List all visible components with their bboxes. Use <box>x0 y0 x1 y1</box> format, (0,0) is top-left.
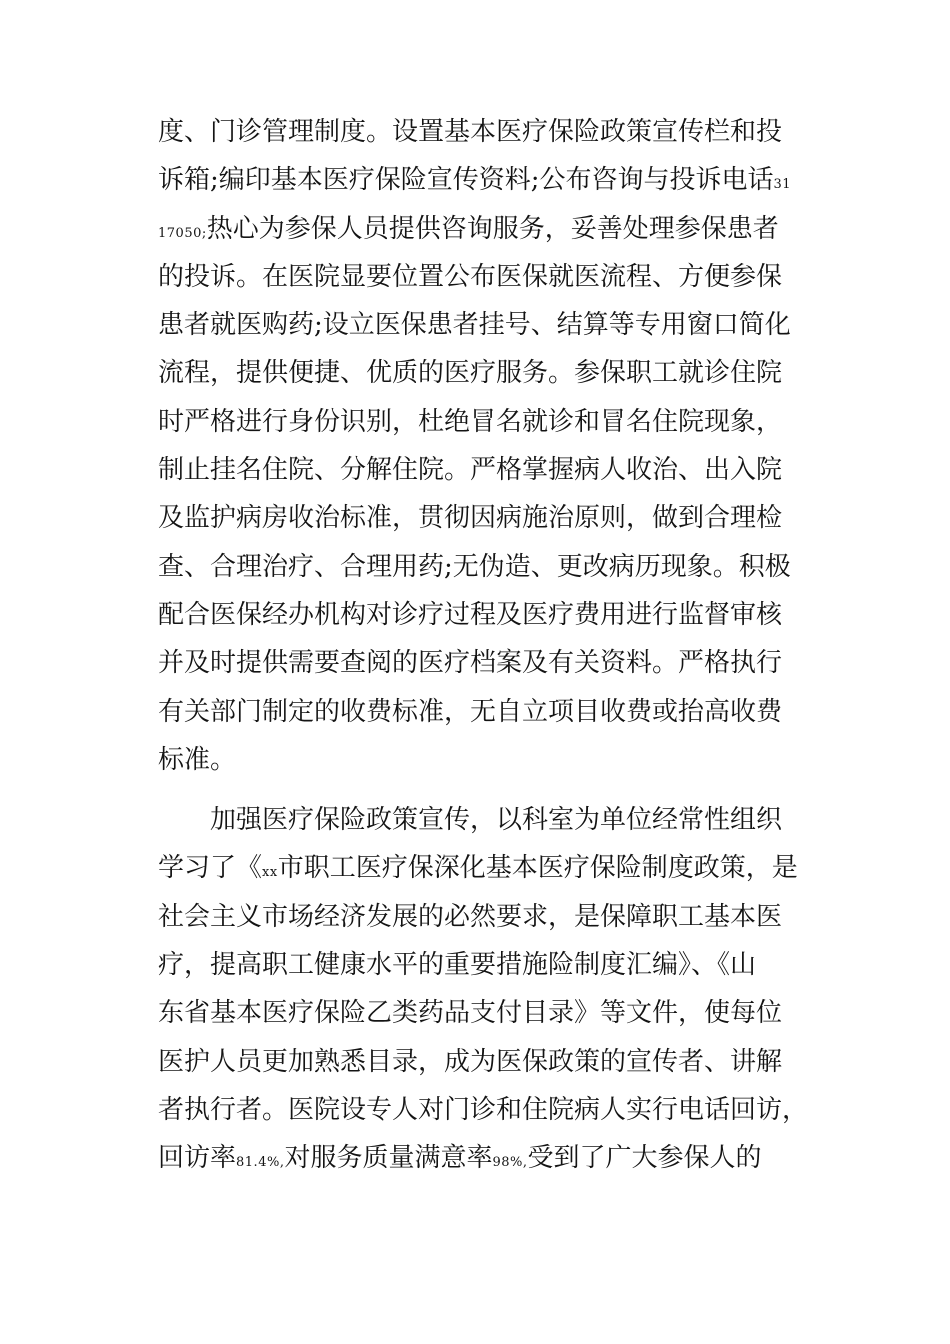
paragraph-1-line-13: 有关部门制定的收费标准，无自立项目收费或抬高收费 <box>158 696 783 727</box>
paragraph-1-line-11: 配合医保经办机构对诊疗过程及医疗费用进行监督审核 <box>158 599 783 630</box>
phone-number-part-2: 17050; <box>158 225 207 241</box>
satisfaction-rate: 98%, <box>492 1155 528 1171</box>
paragraph-1-line-10: 查、合理治疗、合理用药;无伪造、更改病历现象。积极 <box>158 551 791 582</box>
paragraph-2-line-3: 社会主义市场经济发展的必然要求，是保障职工基本医 <box>158 901 783 932</box>
paragraph-1-line-4: 的投诉。在医院显要位置公布医保就医流程、方便参保 <box>158 261 783 292</box>
city-placeholder: xx <box>262 865 278 881</box>
paragraph-1-line-9: 及监护病房收治标准，贯彻因病施治原则，做到合理检 <box>158 503 783 534</box>
paragraph-1-line-7: 时严格进行身份识别，杜绝冒名就诊和冒名住院现象， <box>158 406 783 437</box>
paragraph-1-line-1: 度、门诊管理制度。设置基本医疗保险政策宣传栏和投 <box>158 117 783 147</box>
paragraph-1-line-2: 诉箱;编印基本医疗保险宣传资料;公布咨询与投诉电话31 <box>158 165 792 196</box>
paragraph-2-line-7: 者执行者。医院设专人对门诊和住院病人实行电话回访， <box>158 1094 809 1125</box>
paragraph-2-line-6: 医护人员更加熟悉目录，成为医保政策的宣传者、讲解 <box>158 1046 783 1077</box>
paragraph-2-line-5: 东省基本医疗保险乙类药品支付目录》等文件，使每位 <box>158 998 783 1029</box>
paragraph-2-line-2: 学习了《xx市职工医疗保深化基本医疗保险制度政策，是 <box>158 853 798 884</box>
paragraph-2-line-4: 疗，提高职工健康水平的重要措施险制度汇编》、《山 <box>158 950 757 981</box>
paragraph-1-line-6: 流程，提供便捷、优质的医疗服务。参保职工就诊住院 <box>158 358 783 389</box>
callback-rate: 81.4%, <box>236 1155 285 1171</box>
paragraph-2-line-8: 回访率81.4%,对服务质量满意率98%,受到了广大参保人的 <box>158 1143 762 1174</box>
paragraph-2-line-1: 加强医疗保险政策宣传，以科室为单位经常性组织 <box>210 805 783 836</box>
paragraph-1-line-8: 制止挂名住院、分解住院。严格掌握病人收治、出入院 <box>158 455 783 486</box>
paragraph-1-line-5: 患者就医购药;设立医保患者挂号、结算等专用窗口简化 <box>158 310 791 341</box>
paragraph-gap <box>158 784 798 796</box>
phone-number-part-1: 31 <box>773 177 792 193</box>
paragraph-1-line-3: 17050;热心为参保人员提供咨询服务，妥善处理参保患者 <box>158 213 779 244</box>
paragraph-1-line-12: 并及时提供需要查阅的医疗档案及有关资料。严格执行 <box>158 648 783 679</box>
paragraph-1-line-14: 标准。 <box>158 744 237 775</box>
body-text <box>158 108 809 1183</box>
